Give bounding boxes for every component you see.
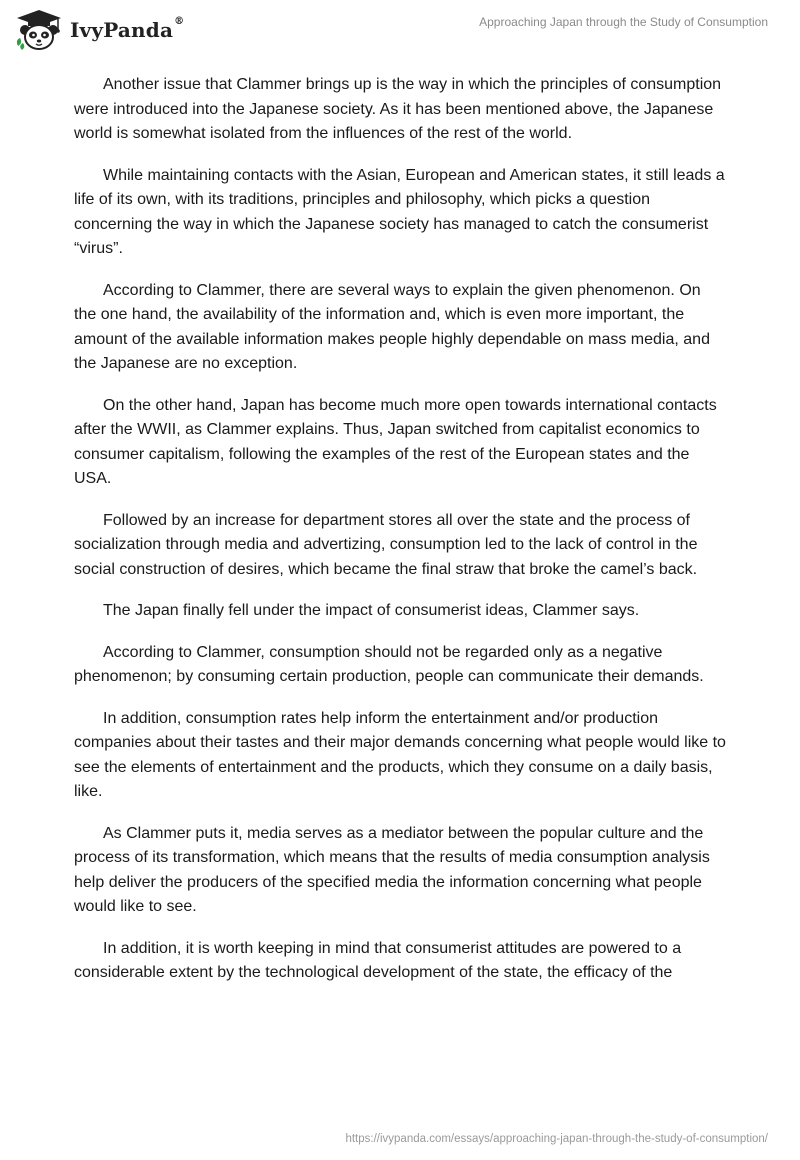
paragraph: The Japan finally fell under the impact of consumerist ideas, Clammer says. bbox=[103, 602, 640, 619]
document-title: Approaching Japan through the Study of Consumption bbox=[479, 15, 768, 29]
paragraph: Followed by an increase for department stores all over the state and the process of socialization through media and advertizing, consumption led to the lack of control in the social construction of desires, which became the final straw that broke the camel’s back. bbox=[74, 511, 698, 578]
paragraph: On the other hand, Japan has become much more open towards international contacts after the WWII, as Clammer explains. Thus, Japan switched from capitalist economics to consumer capitalism, following the examples of the rest of the European states and the USA. bbox=[74, 396, 717, 487]
paragraph: According to Clammer, consumption should not be regarded only as a negative phenomenon; by consuming certain production, people can communicate their demands. bbox=[74, 643, 704, 685]
paragraph: As Clammer puts it, media serves as a mediator between the popular culture and the process of its transformation, which means that the results of media consumption analysis help deliver the producers of the specified media the information concerning what people would like to see. bbox=[74, 824, 710, 915]
paragraph: In addition, consumption rates help inform the entertainment and/or production companies about their tastes and their major demands concerning what people would like to see the elements of entertainment and the products, which they consume on a daily basis, like. bbox=[74, 709, 726, 800]
essay-body bbox=[74, 73, 726, 1003]
paragraph: While maintaining contacts with the Asian, European and American states, it still leads a life of its own, with its traditions, principles and philosophy, which picks a question concerning the way in which the Japanese society has managed to catch the consumerist “virus”. bbox=[74, 166, 725, 257]
source-url[interactable]: https://ivypanda.com/essays/approaching-japan-through-the-study-of-consumption/ bbox=[345, 1133, 768, 1145]
logo-text bbox=[70, 18, 184, 42]
paragraph: According to Clammer, there are several ways to explain the given phenomenon. On the one hand, the availability of the information and, which is even more important, the amount of the available information makes people highly dependable on mass media, and the Japanese are no exception. bbox=[74, 281, 710, 372]
logo-wordmark: IvyPanda bbox=[70, 18, 174, 42]
page-header bbox=[0, 0, 800, 70]
paragraph: Another issue that Clammer brings up is the way in which the principles of consumption were introduced into the Japanese society. As it has been mentioned above, the Japanese world is somewhat isolated from the influences of the rest of the world. bbox=[74, 76, 722, 142]
registered-mark: ® bbox=[174, 16, 185, 27]
panda-graduate-icon bbox=[14, 8, 64, 52]
ivypanda-logo[interactable] bbox=[14, 8, 184, 52]
paragraph: In addition, it is worth keeping in mind that consumerist attitudes are powered to a considerable extent by the technological development of the state, the efficacy of the bbox=[74, 939, 682, 981]
